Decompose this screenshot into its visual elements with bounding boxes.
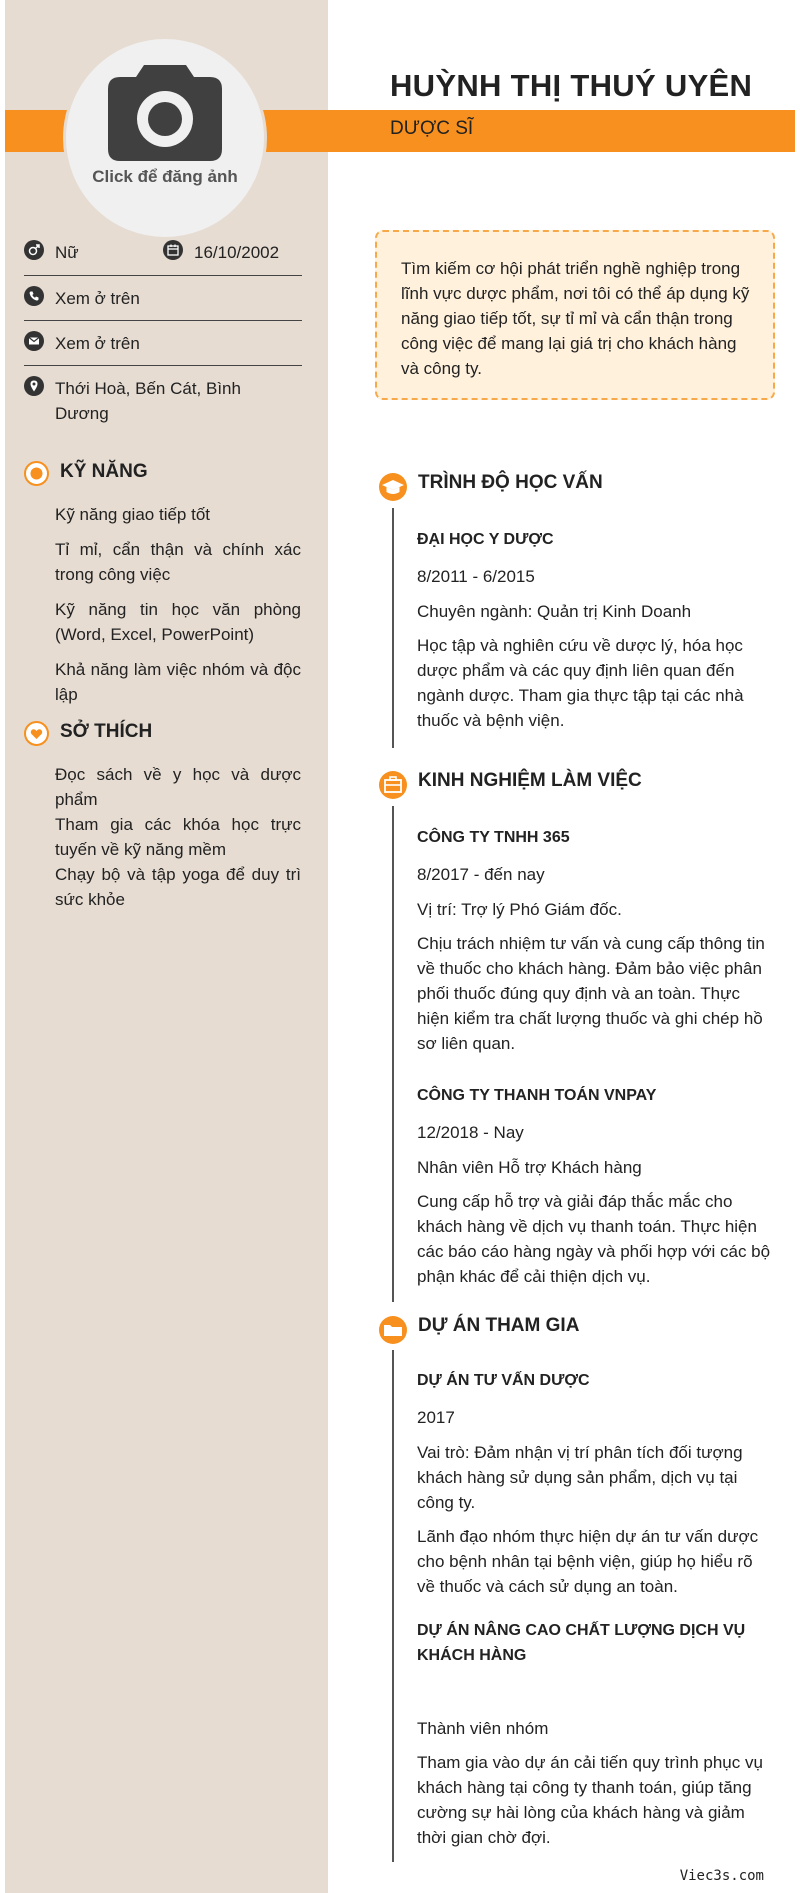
- gender-icon: [24, 240, 44, 260]
- education-description: Học tập và nghiên cứu về dược lý, hóa học dược phẩm và các quy định liên quan đến ngành dược. Tham gia thực tập tại các nhà thuốc và bệnh viện.: [417, 636, 744, 730]
- list-item: Kỹ năng giao tiếp tốt: [55, 505, 211, 524]
- phone-icon: [24, 286, 44, 306]
- divider: [24, 320, 302, 321]
- email-icon: [24, 331, 44, 351]
- avatar-upload[interactable]: [63, 36, 267, 240]
- list-item: Kỹ năng tin học văn phòng (Word, Excel, PowerPoint): [55, 600, 301, 644]
- candidate-name: HUỲNH THỊ THUÝ UYÊN: [390, 68, 753, 103]
- email-text: Xem ở trên: [55, 334, 140, 353]
- location-pin-icon: [24, 376, 44, 396]
- project-entry: [417, 1618, 772, 1850]
- footer-watermark: Viec3s.com: [679, 1868, 764, 1884]
- job-entry: [417, 825, 772, 1056]
- timeline-line: [392, 1350, 394, 1862]
- job-position: Vị trí: Trợ lý Phó Giám đốc.: [417, 900, 622, 919]
- graduation-cap-icon: [378, 472, 408, 502]
- divider: [24, 275, 302, 276]
- school-name: ĐẠI HỌC Y DƯỢC: [417, 531, 554, 548]
- project-description: Tham gia vào dự án cải tiến quy trình phục vụ khách hàng tại công ty thanh toán, giúp tăng cường sự hài lòng của khách hàng và giảm thời gian chờ đợi.: [417, 1753, 763, 1847]
- list-item: Tham gia các khóa học trực tuyến về kỹ năng mềm: [55, 815, 301, 859]
- job-title: DƯỢC SĨ: [390, 118, 474, 139]
- hobbies-list: [55, 762, 301, 912]
- job-period: 8/2017 - đến nay: [417, 865, 545, 884]
- address-text: Thới Hoà, Bến Cát, Bình Dương: [55, 379, 241, 423]
- project-name: DỰ ÁN TƯ VẤN DƯỢC: [417, 1372, 590, 1389]
- heart-icon: [24, 721, 49, 746]
- job-period: 12/2018 - Nay: [417, 1123, 524, 1142]
- briefcase-icon: [378, 770, 408, 800]
- list-item: Tỉ mỉ, cẩn thận và chính xác trong công việc: [55, 540, 301, 584]
- education-major: Chuyên ngành: Quản trị Kinh Doanh: [417, 602, 692, 621]
- target-icon: [24, 461, 49, 486]
- skills-list: [55, 502, 301, 717]
- timeline-line: [392, 806, 394, 1302]
- job-entry: [417, 1083, 772, 1289]
- phone-text: Xem ở trên: [55, 289, 140, 308]
- list-item: Khả năng làm việc nhóm và độc lập: [55, 660, 301, 704]
- project-role: Thành viên nhóm: [417, 1719, 549, 1738]
- header-band-right: [245, 110, 795, 152]
- gender-text: Nữ: [55, 243, 79, 262]
- career-objective: Tìm kiếm cơ hội phát triển nghề nghiệp trong lĩnh vực dược phẩm, nơi tôi có thể áp dụng kỹ năng giao tiếp tốt, sự tỉ mỉ và cẩn thận trong công việc để mang lại giá trị cho khách hàng và công ty.: [375, 230, 775, 400]
- list-item: Đọc sách về y học và dược phẩm: [55, 765, 301, 809]
- job-description: Cung cấp hỗ trợ và giải đáp thắc mắc cho khách hàng về dịch vụ thanh toán. Thực hiện các báo cáo hàng ngày và phối hợp với các bộ phận khác để cải thiện dịch vụ.: [417, 1192, 771, 1286]
- timeline-line: [392, 508, 394, 748]
- education-period: 8/2011 - 6/2015: [417, 567, 535, 586]
- birthday-text: 16/10/2002: [194, 243, 280, 262]
- avatar-label: Click để đăng ảnh: [92, 167, 238, 186]
- project-name: DỰ ÁN NÂNG CAO CHẤT LƯỢNG DỊCH VỤ KHÁCH HÀNG: [417, 1622, 746, 1664]
- project-description: Lãnh đạo nhóm thực hiện dự án tư vấn dược cho bệnh nhân tại bệnh viện, giúp họ hiểu rõ về thuốc và cách sử dụng an toàn.: [417, 1527, 759, 1596]
- project-role: Vai trò: Đảm nhận vị trí phân tích đối tượng khách hàng sử dụng sản phẩm, dịch vụ tại công ty.: [417, 1443, 743, 1512]
- folder-icon: [378, 1315, 408, 1345]
- sidebar: [5, 0, 328, 1893]
- job-description: Chịu trách nhiệm tư vấn và cung cấp thông tin về thuốc cho khách hàng. Đảm bảo việc phân phối thuốc đúng quy định và an toàn. Thực hiện kiểm tra chất lượng thuốc và ghi chép hồ sơ liên quan.: [417, 934, 765, 1053]
- calendar-icon: [163, 240, 183, 260]
- job-position: Nhân viên Hỗ trợ Khách hàng: [417, 1158, 642, 1177]
- camera-icon: [106, 63, 224, 163]
- divider: [24, 365, 302, 366]
- project-entry: [417, 1368, 772, 1599]
- company-name: CÔNG TY TNHH 365: [417, 829, 570, 846]
- education-entry: [417, 527, 772, 733]
- project-period: 2017: [417, 1408, 455, 1427]
- company-name: CÔNG TY THANH TOÁN VNPAY: [417, 1087, 657, 1104]
- list-item: Chạy bộ và tập yoga để duy trì sức khỏe: [55, 865, 301, 909]
